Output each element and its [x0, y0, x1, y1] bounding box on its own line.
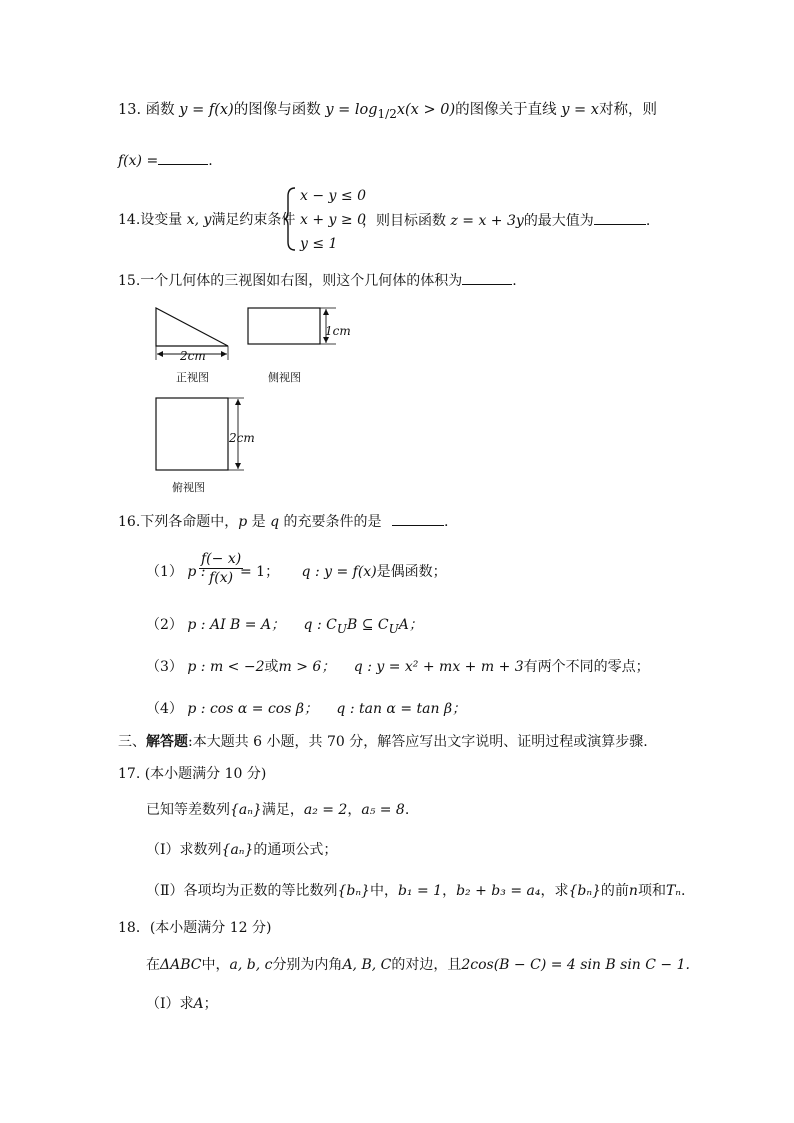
- q16-line: [118, 511, 448, 532]
- q14-answer-blank: [594, 210, 646, 225]
- q14-constraint-2: x + y ≥ 0: [300, 212, 366, 228]
- q13-period: .: [208, 153, 213, 169]
- item-1-q: q : y = f(x): [301, 564, 377, 580]
- item-2-q3: A；: [398, 617, 423, 633]
- q16-q: q: [270, 514, 280, 530]
- q17-line3: [146, 881, 685, 901]
- top-view-square: [156, 398, 228, 470]
- q14-constraint-1: x − y ≤ 0: [300, 188, 366, 204]
- q16-item-4: [146, 699, 466, 719]
- q18-A: A: [193, 996, 204, 1012]
- q17-text5: 的前: [600, 883, 629, 899]
- q17-a2: a₂ = 2: [303, 802, 348, 818]
- q17-a5: a₅ = 8: [361, 802, 405, 818]
- front-dim-label: 2cm: [180, 349, 206, 363]
- item-1-number: （1）: [146, 564, 183, 580]
- q18-text3: 分别为内角: [272, 957, 343, 973]
- q13-answer-blank: [158, 150, 208, 165]
- side-view-label: 侧视图: [268, 371, 301, 384]
- q18-line2: [146, 994, 218, 1014]
- q17-seq-b: {bₙ}: [337, 883, 370, 899]
- q16-item-1: [146, 562, 206, 582]
- q17-seq-b2: {bₙ}: [568, 883, 601, 899]
- q16-p: p: [238, 514, 248, 530]
- q18-equation: 2cos(B − C) = 4 sin B sin C − 1.: [461, 957, 690, 973]
- q17-text4: ，求: [540, 883, 569, 899]
- q13-line2: [118, 150, 213, 171]
- q18-line1: [146, 955, 690, 975]
- q18-text: 在: [146, 957, 160, 973]
- q17-n: n: [628, 883, 638, 899]
- side-dim-label: 1cm: [325, 324, 351, 338]
- front-view-triangle: [156, 308, 228, 346]
- q18-triangle: ΔABC: [160, 957, 202, 973]
- section-number: 三、: [118, 734, 146, 750]
- item-2-q: q : C: [303, 617, 337, 633]
- q13-math-x: x(x > 0): [396, 102, 456, 118]
- fraction-numerator: f(− x): [201, 551, 242, 567]
- section-desc: :本大题共 6 小题，共 70 分，解答应写出文字说明、证明过程或演算步骤.: [188, 734, 648, 750]
- q14-objective: z = x + 3y: [450, 213, 524, 229]
- q18-semicolon: ；: [203, 996, 218, 1012]
- q14-constraint-3: y ≤ 1: [300, 236, 338, 252]
- q14-text3: 的最大值为: [523, 213, 594, 229]
- item-3-or: 或: [264, 659, 279, 675]
- item-2-number: （2）: [146, 617, 183, 633]
- q17-part2: （Ⅱ）各项均为正数的等比数列: [146, 883, 338, 899]
- q16-text: 是: [247, 514, 271, 530]
- q14-line-rest: [362, 210, 650, 231]
- item-2-sub-1: U: [336, 621, 347, 636]
- q17-seq-a2: {aₙ}: [221, 842, 254, 858]
- q16-number: 16.下列各命题中，: [118, 514, 239, 530]
- q18-sides: a, b, c: [229, 957, 273, 973]
- item-3-p2: m > 6；: [278, 659, 336, 675]
- q15-period: .: [512, 273, 517, 289]
- q15-answer-blank: [462, 270, 512, 285]
- q17-text: 已知等差数列: [146, 802, 230, 818]
- q18-text2: 中，: [201, 957, 230, 973]
- q16-answer-blank: [392, 511, 444, 526]
- q14-brace: [283, 186, 297, 252]
- q14-line: [118, 210, 295, 230]
- q18-text4: 的对边，且: [391, 957, 462, 973]
- q14-period: .: [645, 213, 651, 229]
- fraction-denominator: f(x): [209, 570, 234, 586]
- q14-text2: ，则目标函数: [362, 213, 451, 229]
- q18-part1: （Ⅰ）求: [146, 996, 194, 1012]
- item-4-q: q : tan α = tan β；: [336, 701, 467, 717]
- item-3-number: （3）: [146, 659, 183, 675]
- section-3-heading: [118, 732, 648, 752]
- q15-line: [118, 270, 517, 291]
- q17-b1: b₁ = 1: [397, 883, 443, 899]
- item-3-p: p : m < −2: [187, 659, 265, 675]
- section-title: 解答题: [146, 734, 188, 750]
- item-2-sub-2: U: [388, 621, 399, 636]
- side-view-rect: [248, 308, 320, 344]
- q17-line1: [146, 800, 409, 820]
- q17-head: 17. (本小题满分 10 分): [118, 766, 267, 782]
- q16-item-3: [146, 657, 650, 677]
- q17-comma: ，: [347, 802, 362, 818]
- q17-text6: 项和: [637, 883, 666, 899]
- top-view-label: 俯视图: [172, 481, 205, 494]
- q17-comma2: ，: [442, 883, 457, 899]
- q13-math-fx: y = f(x): [179, 102, 234, 118]
- q17-text2: 满足，: [261, 802, 304, 818]
- item-4-p: p : cos α = cos β；: [187, 701, 318, 717]
- front-view-label: 正视图: [176, 371, 209, 384]
- q13-text: 的图像与函数: [233, 102, 326, 118]
- item-3-q: q : y = x² + mx + m + 3: [353, 659, 524, 675]
- q18-angles: A, B, C: [342, 957, 392, 973]
- item-1-eq: = 1；: [240, 564, 280, 580]
- q16-period: .: [444, 514, 449, 530]
- q17-text3: 中，: [369, 883, 398, 899]
- q17-seq-a: {aₙ}: [230, 802, 262, 818]
- q17-line2: [146, 840, 337, 860]
- q13-log-base: 1/2: [377, 106, 397, 121]
- q16-text2: 的充要条件的是: [279, 514, 382, 530]
- q13-math-log: y = log: [325, 102, 378, 118]
- q17-Tn: Tₙ: [665, 883, 681, 899]
- q18-head: 18．(本小题满分 12 分): [118, 920, 272, 936]
- q14-text: 满足约束条件: [211, 212, 296, 228]
- q16-item-1-rest: [240, 562, 447, 582]
- q13-text3: 对称，则: [598, 102, 657, 118]
- q14-vars: x, y: [186, 212, 212, 228]
- q17-period: .: [404, 802, 410, 818]
- q13-math-yx: y = x: [561, 102, 599, 118]
- brace-icon: [283, 186, 297, 252]
- q13-answer-label: f(x) =: [118, 153, 159, 169]
- q14-number: 14.设变量: [118, 212, 187, 228]
- item-2-q2: B ⊆ C: [346, 617, 389, 633]
- q17-part1-text: 的通项公式；: [253, 842, 338, 858]
- top-dim-label: 2cm: [229, 431, 255, 445]
- item-1-fraction: [199, 550, 243, 587]
- q15-text: 15.一个几何体的三视图如右图，则这个几何体的体积为: [118, 273, 463, 289]
- q13-number: 13. 函数: [118, 102, 180, 118]
- q17-period2: .: [680, 883, 686, 899]
- q16-item-2: [146, 615, 423, 639]
- item-1-p: p :: [187, 564, 206, 580]
- q13-text2: 的图像关于直线: [455, 102, 562, 118]
- q13-line1: [118, 100, 657, 124]
- item-2-p: p : AI B = A；: [187, 617, 286, 633]
- q17-part1: （Ⅰ）求数列: [146, 842, 222, 858]
- item-4-number: （4）: [146, 701, 183, 717]
- q17-b-sum: b₂ + b₃ = a₄: [456, 883, 541, 899]
- item-3-text: 有两个不同的零点；: [523, 659, 650, 675]
- item-1-text: 是偶函数；: [376, 564, 447, 580]
